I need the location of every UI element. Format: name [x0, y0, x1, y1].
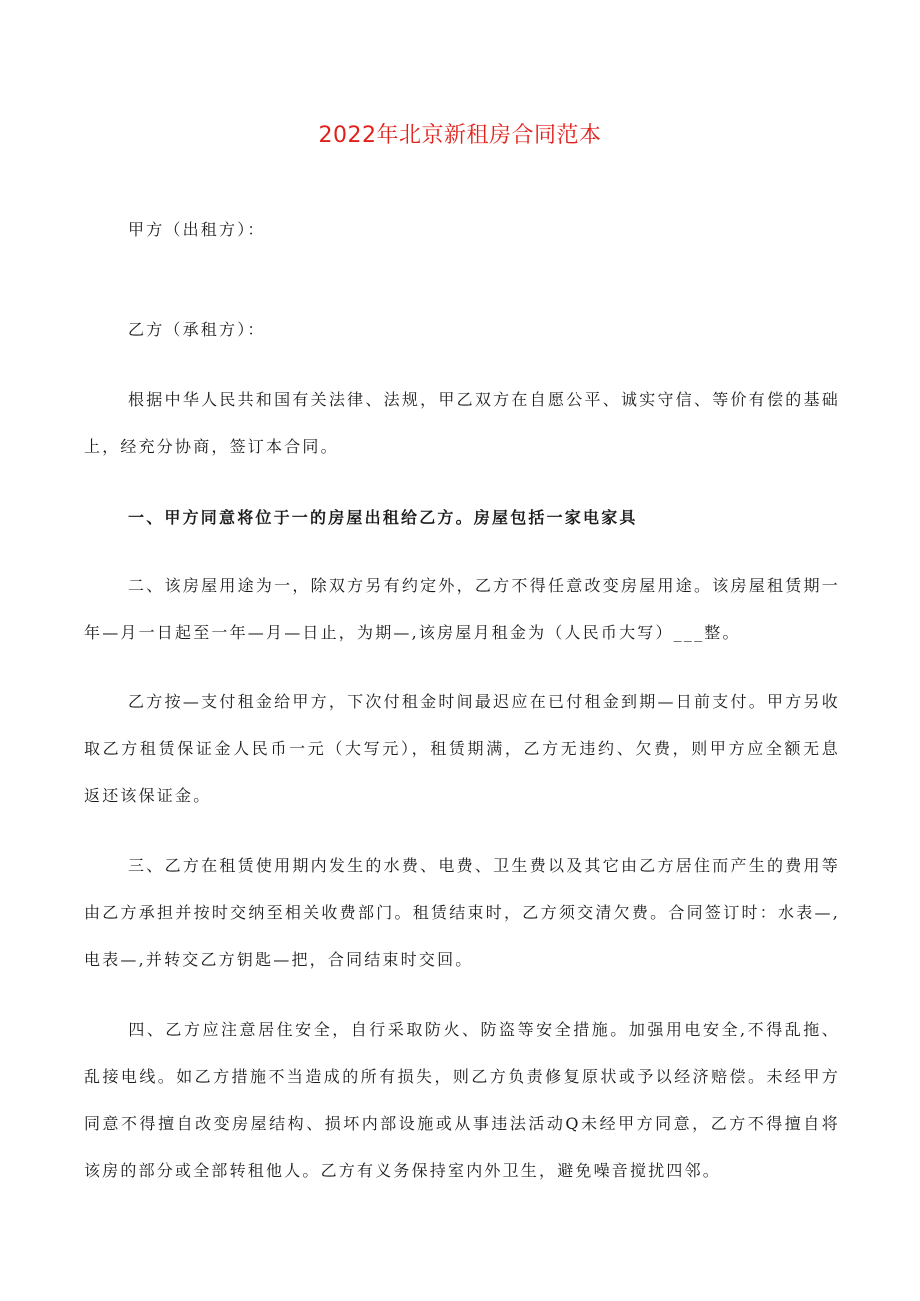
clause-4-paragraph	[84, 1006, 840, 1194]
party-a-line	[84, 206, 840, 253]
document-title: 2022年北京新租房合同范本	[318, 123, 602, 148]
party-b-line	[84, 306, 840, 353]
party-b-label: 乙方（承租方）：	[128, 320, 266, 339]
clause-4-text: 四、乙方应注意居住安全，自行采取防火、防盗等安全措施。加强用电安全,不得乱拖、乱接电线。如乙方措施不当造成的所有损失，则乙方负责修复原状或予以经济赔偿。未经甲方同意不得擅自改变房屋结构、损坏内部设施或从事违法活动Q未经甲方同意，乙方不得擅自将该房的部分或全部转租他人。乙方有义务保持室内外卫生，避免噪音搅扰四邻。	[84, 1020, 840, 1180]
party-a-label: 甲方（出租方）：	[128, 220, 266, 239]
preamble-paragraph	[84, 376, 840, 470]
preamble-text: 根据中华人民共和国有关法律、法规，甲乙双方在自愿公平、诚实守信、等价有偿的基础上，经充分协商，签订本合同。	[84, 390, 840, 456]
clause-2b-paragraph	[84, 678, 840, 819]
clause-2-paragraph	[84, 562, 840, 656]
clause-2b-text: 乙方按—支付租金给甲方，下次付租金时间最迟应在已付租金到期—日前支付。甲方另收取乙方租赁保证金人民币一元（大写元），租赁期满，乙方无违约、欠费，则甲方应全额无息返还该保证金。	[84, 692, 840, 805]
clause-3-text: 三、乙方在租赁使用期内发生的水费、电费、卫生费以及其它由乙方居住而产生的费用等由乙方承担并按时交纳至相关收费部门。租赁结束时，乙方须交清欠费。合同签订时：水表—,电表—,并转交乙方钥匙—把，合同结束时交回。	[84, 856, 840, 969]
clause-2-text: 二、该房屋用途为一，除双方另有约定外，乙方不得任意改变房屋用途。该房屋租赁期一年—月一日起至一年—月—日止，为期—,该房屋月租金为（人民币大写）___整。	[84, 576, 840, 642]
clause-1-paragraph	[84, 494, 840, 541]
clause-3-paragraph	[84, 842, 840, 983]
clause-1-text: 一、甲方同意将位于一的房屋出租给乙方。房屋包括一家电家具	[128, 508, 638, 527]
